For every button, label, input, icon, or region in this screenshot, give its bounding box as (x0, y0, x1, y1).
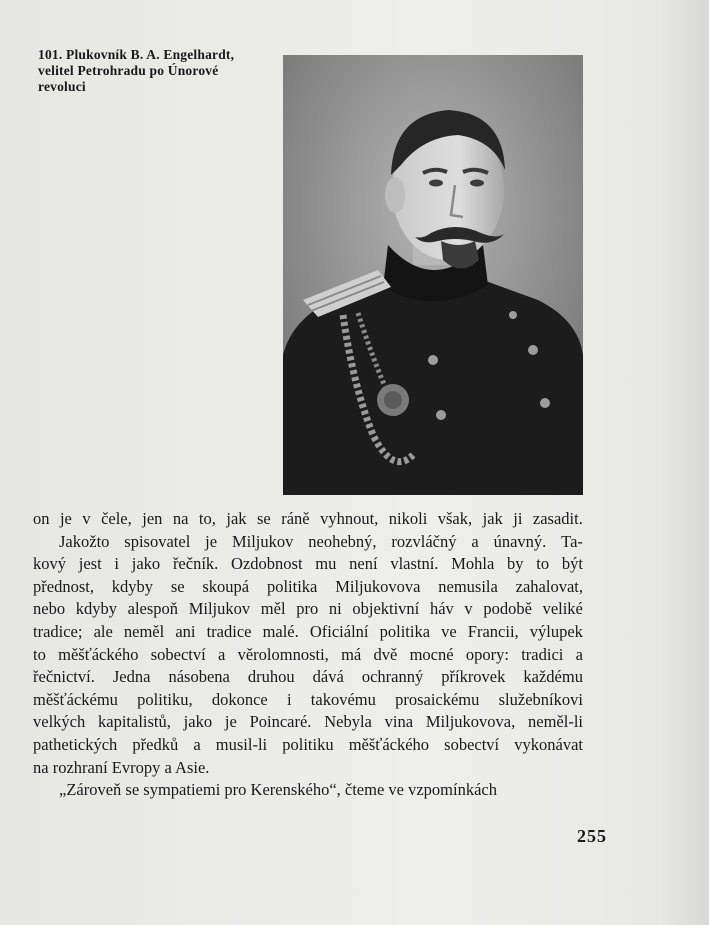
text-line: pathetických předků a musil-li politiku měšťáckého sobectví vykonávat (33, 734, 583, 754)
text-line: měšťáckému politiku, dokonce i takovému prosaickému služebníkovi (33, 689, 583, 709)
text-line: přednost, kdyby se skoupá politika Miljukovova nemusila zahalovat, (33, 576, 583, 596)
text-line: „Zároveň se sympatiemi pro Kerenského“, čteme ve vzpomínkách (59, 780, 497, 800)
text-line: velkých kapitalistů, jako je Poincaré. Nebyla vina Miljukovova, neměl-li (33, 712, 583, 732)
photo-caption (38, 47, 288, 95)
text-line: to měšťáckého sobectví a věrolomnosti, má dvě mocné opory: tradici a (33, 644, 583, 664)
text-line: Jakožto spisovatel je Miljukov neohebný, rozvláčný a únavný. Ta- (59, 531, 583, 551)
text-line: on je v čele, jen na to, jak se ráně vyhnout, nikoli však, jak ji zasadit. (33, 509, 583, 528)
portrait-illustration (283, 55, 583, 495)
portrait-photo (283, 55, 583, 495)
page-number: 255 (577, 826, 607, 846)
text-line: kový jest i jako řečník. Ozdobnost mu není vlastní. Mohla by to být (33, 554, 583, 574)
caption-line-2: velitel Petrohradu po Únorové (38, 63, 219, 78)
caption-line-1: 101. Plukovník B. A. Engelhardt, (38, 47, 235, 62)
body-text (33, 508, 583, 802)
text-line: na rozhraní Evropy a Asie. (33, 757, 210, 777)
text-line: tradice; ale neměl ani tradice malé. Oficiální politika ve Francii, výlupek (33, 621, 583, 641)
text-line: nebo kdyby alespoň Miljukov měl pro ni objektivní háv v podobě veliké (33, 599, 583, 619)
caption-line-3: revoluci (38, 79, 86, 94)
text-line: řečnictví. Jedna násobena druhou dává ochranný příkrovek každému (33, 667, 583, 687)
